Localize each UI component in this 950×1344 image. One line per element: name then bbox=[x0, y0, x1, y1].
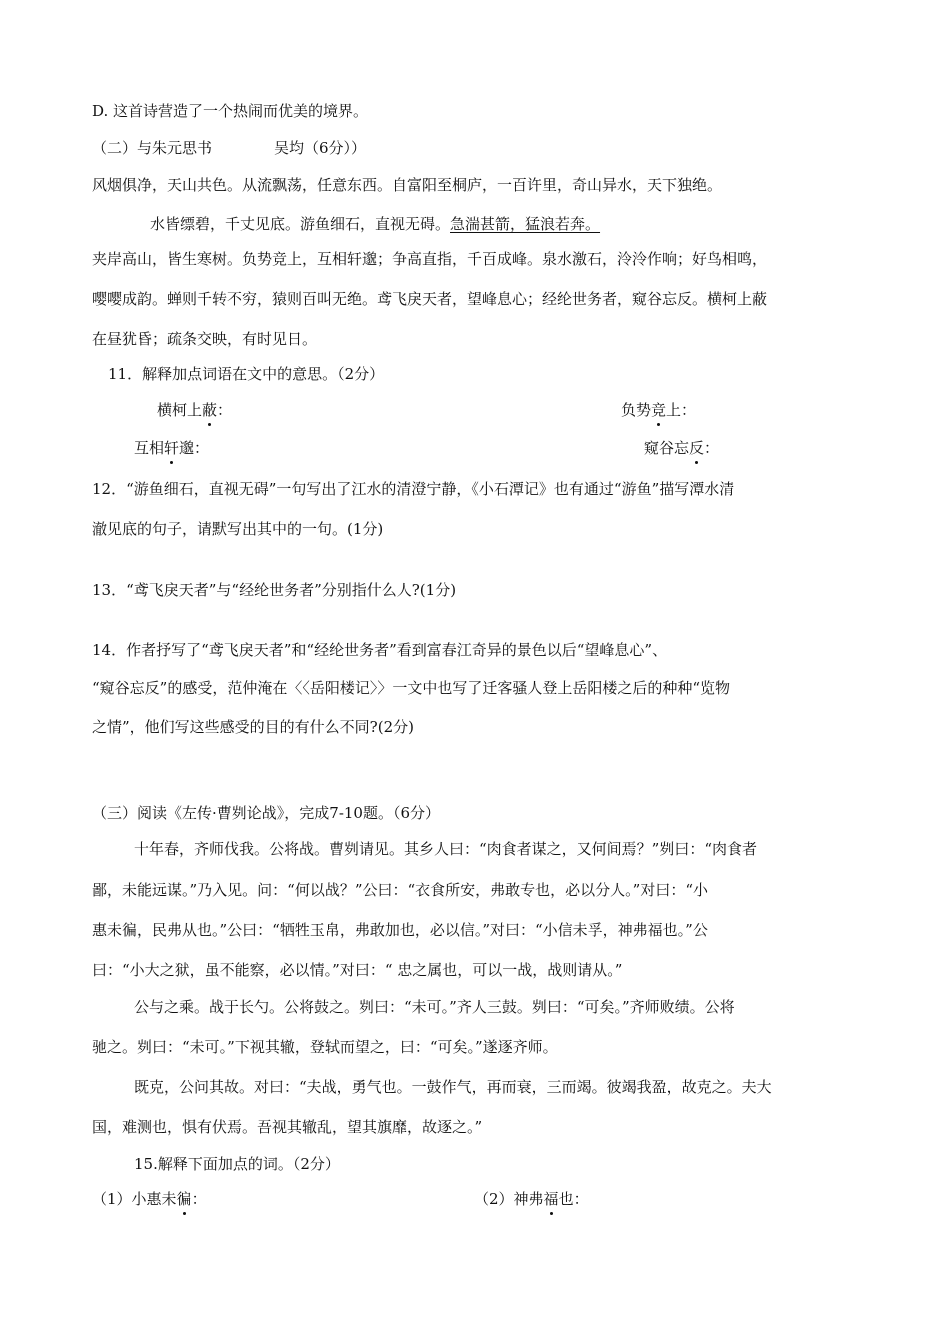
q11-item-c-post: 邈： bbox=[179, 439, 210, 457]
q15-item-2 bbox=[474, 1189, 589, 1209]
dotted-char-d: 反 bbox=[689, 439, 705, 457]
q11-item-c bbox=[134, 438, 209, 458]
dotted-char-b: 竞 bbox=[651, 401, 667, 419]
article-line-a4: 曰：“小大之狱，虽不能察，必以情。”对曰：“ 忠之属也，可以一战，战则请从。” bbox=[92, 961, 623, 979]
q11-item-d-post: ： bbox=[704, 439, 720, 457]
dotted-char-a: 蔽 bbox=[202, 401, 218, 419]
section2-heading bbox=[92, 138, 366, 158]
q11-item-c-pre: 互相 bbox=[134, 439, 165, 457]
question-14-line-1: 14．作者抒写了“鸢飞戾天者”和“经纶世务者”看到富春江奇异的景色以后“望峰息心”、 bbox=[92, 641, 668, 659]
passage-paragraph-1: 风烟俱净，天山共色。从流飘荡，任意东西。自富阳至桐庐，一百许里，奇山异水，天下独绝。 bbox=[92, 176, 723, 194]
underlined-sentence: 急湍甚箭，猛浪若奔。 bbox=[450, 215, 601, 233]
dotted-char-c: 轩 bbox=[164, 439, 180, 457]
question-12-line-1: 12．“游鱼细石，直视无碍”一句写出了江水的清澄宁静，《小石潭记》也有通过“游鱼”描写潭水清 bbox=[92, 480, 735, 498]
question-14-line-3: 之情”，他们写这些感受的目的有什么不同?(2分) bbox=[92, 718, 414, 736]
question-12-line-2: 澈见底的句子，请默写出其中的一句。(1分) bbox=[92, 520, 384, 538]
question-13: 13．“鸢飞戾天者”与“经纶世务者”分别指什么人?(1分) bbox=[92, 581, 457, 599]
question-11-stem: 11．解释加点词语在文中的意思。（2分） bbox=[108, 365, 385, 383]
q11-item-a-pre: 横柯上 bbox=[157, 401, 203, 419]
q15-item-1-post: ： bbox=[191, 1190, 207, 1208]
dotted-char-q15-2: 福 bbox=[543, 1190, 559, 1208]
q11-item-d-pre: 窥谷忘 bbox=[644, 439, 690, 457]
q15-item-2-post: 也： bbox=[558, 1190, 589, 1208]
q11-item-a bbox=[157, 400, 232, 420]
article-line-a1: 十年春，齐师伐我。公将战。曹刿请见。其乡人曰：“肉食者谋之，又何间焉？”刿曰：“肉食者 bbox=[134, 840, 758, 858]
q15-item-1 bbox=[92, 1189, 207, 1209]
question-15-stem: 15.解释下面加点的词。（2分） bbox=[134, 1155, 340, 1173]
q11-item-b-pre: 负势 bbox=[621, 401, 652, 419]
passage-paragraph-3-line-2: 嘤嘤成韵。蝉则千转不穷，猿则百叫无绝。鸢飞戾天者，望峰息心；经纶世务者，窥谷忘反。横柯上蔽 bbox=[92, 290, 768, 308]
question-14-line-2: “窥谷忘反”的感受，范仲淹在〈〈岳阳楼记〉〉一文中也写了迁客骚人登上岳阳楼之后的种种“览物 bbox=[92, 679, 731, 697]
article-line-a2: 鄙，未能远谋。”乃入见。问：“何以战？”公曰：“衣食所安，弗敢专也，必以分人。”对曰：“小 bbox=[92, 881, 709, 899]
q11-item-a-post: ： bbox=[217, 401, 233, 419]
option-d: D. 这首诗营造了一个热闹而优美的境界。 bbox=[92, 102, 369, 120]
passage-paragraph-3-line-1: 夹岸高山，皆生寒树。负势竞上，互相轩邈；争高直指，千百成峰。泉水激石，泠泠作响；好鸟相鸣， bbox=[92, 250, 768, 268]
passage-paragraph-2 bbox=[150, 214, 600, 234]
dotted-char-q15-1: 徧 bbox=[176, 1190, 192, 1208]
article-line-b1: 公与之乘。战于长勺。公将鼓之。刿曰：“未可。”齐人三鼓。刿曰：“可矣。”齐师败绩。公将 bbox=[134, 998, 735, 1016]
article-line-b2: 驰之。刿曰：“未可。”下视其辙，登轼而望之，曰：“可矣。”遂逐齐师。 bbox=[92, 1038, 558, 1056]
passage-paragraph-3-line-3: 在昼犹昏；疏条交映，有时见日。 bbox=[92, 330, 318, 348]
section3-title: （三）阅读《左传·曹刿论战》，完成7-10题。（6分） bbox=[92, 804, 441, 822]
q15-item-1-pre: （1）小惠未 bbox=[92, 1190, 177, 1208]
section2-title: （二）与朱元思书 bbox=[92, 139, 213, 157]
q11-item-b bbox=[621, 400, 696, 420]
article-line-a3: 惠未徧，民弗从也。”公曰：“牺牲玉帛，弗敢加也，必以信。”对曰：“小信未孚，神弗福也。”公 bbox=[92, 921, 708, 939]
q11-item-b-post: 上： bbox=[666, 401, 697, 419]
passage-p2-plain: 水皆缥碧，千丈见底。游鱼细石，直视无碍。 bbox=[150, 215, 451, 233]
q11-item-d bbox=[644, 438, 719, 458]
article-line-c2: 国，难测也，惧有伏焉。吾视其辙乱，望其旗靡，故逐之。” bbox=[92, 1118, 483, 1136]
q15-item-2-pre: （2）神弗 bbox=[474, 1190, 544, 1208]
section2-author: 吴均（6分）） bbox=[274, 139, 367, 157]
article-line-c1: 既克，公问其故。对曰：“夫战，勇气也。一鼓作气，再而衰，三而竭。彼竭我盈，故克之。夫大 bbox=[134, 1078, 772, 1096]
